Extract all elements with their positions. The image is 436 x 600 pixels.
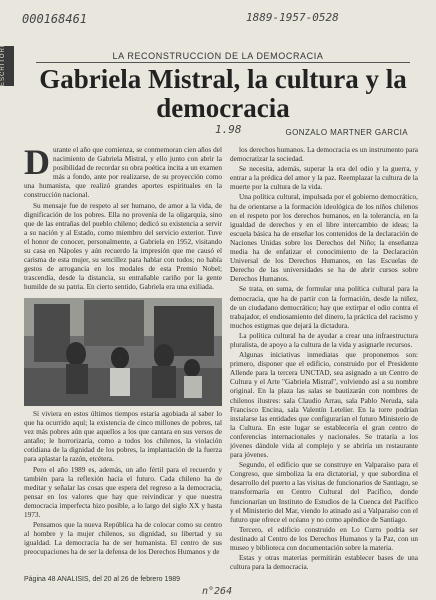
- paragraph: La política cultural ha de ayudar a crear una infraestructura pluralista, de apoyo a la cultura de la vida y asignarle recursos.: [230, 331, 418, 349]
- handwritten-date-code: 1889-1957-0528: [246, 11, 339, 24]
- drop-cap: D: [24, 142, 50, 182]
- photo-children-in-shack: [24, 298, 222, 406]
- paragraph: los derechos humanos. La democracia es un instrumento para democratizar la sociedad.: [230, 146, 418, 164]
- article-title: Gabriela Mistral, la cultura y la democracia: [39, 64, 407, 123]
- paragraph: Estas y otras materias permitirán establecer bases de una cultura para la democracia.: [230, 554, 418, 572]
- article-photo: [24, 298, 222, 406]
- heading-rule: [36, 62, 410, 63]
- left-column-bottom: [24, 410, 222, 559]
- paragraph: Segundo, el edificio que se construye en Valparaíso para el Congreso, que simboliza la era dictatorial, y que subordina el desarrollo del puerto a las visitas de funcionarios de Santiago, se transformaría en Centro Cultural del Pacífico, donde funcionarían un Instituto de Estudios de la Cuenca del Pacífico y el Ministerio del Mar, viendo lo atinado así a Valparaíso con el futuro que ofrece el océano y no como apéndice de Santiago.: [230, 461, 418, 524]
- paragraph: Se trata, en suma, de formular una política cultural para la democracia, que ha de partir con la formación, desde la niñez, de un ciudadano democrático; hay que extirpar el odio contra el trabajador, el endiosamiento del dinero, la práctica del racismo y muchos estigmas que dejará la dictadura.: [230, 285, 418, 330]
- paragraph: Algunas iniciativas inmediatas que proponemos son: primero, disponer que el edificio, construido por el Presidente Allende para la tercera UNCTAD, sea asignado a un Centro de Cultura y el Arte "Gabriela Mistral", volviendo así a su nombre original. En la plaza las salas se bautizarán con nombres de chilenos ilustres: sala Claudio Arrau, sala Pablo Neruda, sala Francisco Encina, sala Valentín Letelier. En la torre podrían instalarse las entidades que configurarían el futuro Ministerio de la Cultura. En este lugar se establecería el gran centro de conferencias internacionales y nacionales. Se trataría a los jóvenes dándole vida al complejo y se abriría un restaurante para jóvenes.: [230, 351, 418, 460]
- series-heading: LA RECONSTRUCCION DE LA DEMOCRACIA: [112, 51, 324, 61]
- right-column: [230, 146, 418, 573]
- article-author: GONZALO MARTNER GARCIA: [285, 128, 408, 137]
- paragraph: Si viviera en estos últimos tiempos estaría agobiada al saber lo que ha ocurrido aquí; la existencia de cinco millones de pobres, tal vez más pobres aún que aquellos a los que cantara en sus versos de antaño; le horrorizaría, como a todos los chilenos, la violación cotidiana de la dignidad de los pobres, la implantación de la fuerza para aplastar la razón, etcétera.: [24, 410, 222, 464]
- handwritten-catalog-id: 000168461: [22, 12, 88, 26]
- paragraph: Se necesita, además, superar la era del odio y la guerra, y entrar a la prédica del amor y la paz. Reemplazar la cultura de la muerte por la cultura de la vida.: [230, 165, 418, 192]
- handwritten-year-note: 1.98: [215, 123, 242, 136]
- paragraph: urante el año que comienza, se conmemoran cien años del nacimiento de Gabriela Mistral, y ello junto con abrir la posibilidad de recordar su obra poética incita a un examen más a fondo, ante por realizarse, de su proyección como una humanista, que realizó grandes aportes espirituales en la construcción nacional.: [24, 146, 222, 200]
- page-footer: Página 48 ANALISIS, del 20 al 26 de febrero 1989: [24, 576, 181, 583]
- handwritten-page-number: n°264: [202, 586, 233, 597]
- paragraph: Su mensaje fue de respeto al ser humano, de amor a la vida, de dignificación de los pobres. Ella no provenía de la oligarquía, sino que de las entrañas del pueblo chileno; dedicó su existencia a servir a su nación y al Estado, como miembro del servicio exterior. Tuve el honor de conocer, personalmente, a Gabriela en 1952, visitando su casa en Nápoles y aún recuerdo la impresión que me causó el carisma de esta mujer, su sencillez para hablar con todos; no había gestos de arrogancia en los modales de esta Premio Nobel; trascendía, desde la distancia, su entrañable cariño por la gente humilde de su patria. En cierto sentido, Gabriela era una exiliada.: [24, 201, 222, 292]
- paragraph: Una política cultural, impulsada por el gobierno democrático, ha de orientarse a la formación ideológica de los niños chilenos en el respeto por los derechos humanos, en la tolerancia, en la igualdad de derechos y en el libre intercambio de ideas; la escuela básica ha de enseñar los contenidos de la declaración de Naciones Unidas sobre los Derechos del Niño; la enseñanza media ha de enfatizar el conocimiento de la Declaración Universal de los Derechos Humanos, en las Escuelas de Derecho de las universidades se ha de abrir cursos sobre Derechos Humanos.: [230, 193, 418, 284]
- section-tab: ESCRITORES: [0, 46, 14, 86]
- paragraph: Pensamos que la nueva República ha de colocar como su centro al hombre y la mujer chilenos, su dignidad, su libertad y su igualdad. La democracia ha de ser humanista. El centro de sus preocupaciones ha de ser la defensa de los Derechos Humanos y de: [24, 521, 222, 557]
- paragraph: Pero el año 1989 es, además, un año fértil para el recuerdo y también para la reflexión hacia el futuro. Cada chileno ha de meditar y señalar las cosas que espera del regreso a la democracia, pensar en los valores que hay que reivindicar y que nuestra democracia imperfecta hizo posible, a lo largo del siglo XX y hasta 1973.: [24, 465, 222, 520]
- paragraph: Tercero, el edificio construido en Lo Curro podría ser destinado al Centro de los Derechos Humanos y la Paz, con un museo y biblioteca con documentación sobre la materia.: [230, 525, 418, 553]
- left-column-top: [24, 142, 222, 294]
